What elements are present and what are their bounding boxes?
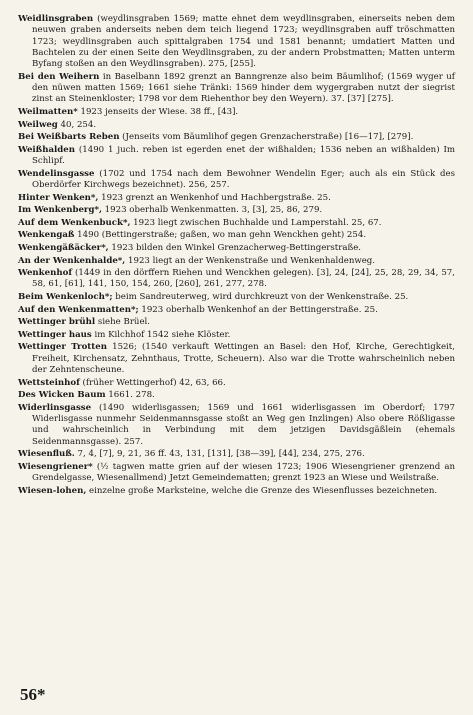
entry-headword: Im Wenkenberg*, <box>18 205 102 216</box>
index-entry <box>18 145 455 168</box>
entry-headword: Des Wicken Baum <box>18 390 106 401</box>
entry-headword: Beim Wenkenloch*; <box>18 291 113 302</box>
entry-text: 1923 jenseits der Wiese. 38 ff., [43]. <box>77 106 239 117</box>
entry-headword: Bei Weißbarts Reben <box>18 132 120 143</box>
entry-text: 1923 liegt zwischen Buchhalde und Lamperstahl. 25, 67. <box>130 217 382 228</box>
entry-text: 1923 oberhalb Wenkenmatten. 3, [3], 25, 86, 279. <box>101 205 323 216</box>
entry-headword: Wiesenfluß. <box>18 449 75 460</box>
entry-headword: Wenkengäßäcker*, <box>18 242 109 253</box>
entry-text: 1923 bilden den Winkel Grenzacherweg-Bettingerstraße. <box>108 242 362 253</box>
entry-text: 7, 4, [7], 9, 21, 36 ff. 43, 131, [131], [38—39], [44], 234, 275, 276. <box>74 449 365 460</box>
index-entry <box>18 205 455 216</box>
entry-headword: Wettinger Trotten <box>18 342 107 353</box>
entry-text: (1449 in den dörffern Riehen und Wenckhen gelegen). [3], 24, [24], 25, 28, 29, 34, 57, 58, 61, [61], 141, 150, 154, 260, [260], 261, 277, 278. <box>32 268 455 290</box>
entry-text: 1923 liegt an der Wenkenstraße und Wenkenhaldenweg. <box>125 255 376 266</box>
index-entries <box>18 14 455 497</box>
entry-text: beim Sandreuterweg, wird durchkreuzt von der Wenkenstraße. 25. <box>112 291 409 302</box>
index-entry <box>18 403 455 448</box>
index-entry <box>18 120 455 131</box>
entry-text: 1526; (1540 verkauft Wettingen an Basel: den Hof, Kirche, Gerechtigkeit, Freiheit, Kirchensatz, Zehnthaus, Trotte, Scheuern). Also war die Trotte wahrscheinlich neben der Zehntenscheune. <box>32 342 455 375</box>
entry-headword: Wenkengaß <box>18 230 75 241</box>
index-entry <box>18 462 455 485</box>
index-entry <box>18 305 455 316</box>
index-entry <box>18 330 455 341</box>
index-entry <box>18 317 455 328</box>
index-entry <box>18 243 455 254</box>
entry-headword: Wiesengriener* <box>18 461 93 472</box>
entry-headword: Weilmatten* <box>18 106 78 117</box>
index-entry <box>18 218 455 229</box>
entry-headword: Weidlinsgraben <box>18 14 94 24</box>
entry-text: (½ tagwen matte grien auf der wiesen 1723; 1906 Wiesengriener grenzend an Grendelgasse, Wiesenallmend) Jetzt Gemeindematten; grenzt 1923 an Wiese und Weilstraße. <box>32 461 455 484</box>
entry-text: (Jenseits vom Bäumlihof gegen Grenzacherstraße) [16—17], [279]. <box>119 132 414 143</box>
entry-text: (1490 widerlisgassen; 1569 und 1661 widerlisgassen im Oberdorf; 1797 Widerlisgasse nunmehr Seidenmannsgasse stoßt an Weg gen Inzlingen) Also obere Rößligasse und wahrscheinlich in Verbindung mit dem jetzigen Davidsgäßlein (ehemals Seidenmannsgasse). 257. <box>32 402 455 447</box>
entry-text: siehe Brüel. <box>95 317 151 328</box>
index-entry <box>18 449 455 460</box>
index-entry <box>18 193 455 204</box>
page-number: 56* <box>20 685 46 704</box>
index-entry <box>18 390 455 401</box>
entry-text: (1490 1 juch. reben ist egerden enet der wißhalden; 1536 neben an wißhalden) Im Schlipf. <box>32 144 455 167</box>
entry-headword: Hinter Wenken*, <box>18 192 99 203</box>
index-entry <box>18 14 455 70</box>
entry-text: 1923 oberhalb Wenkenhof an der Bettingerstraße. 25. <box>138 304 378 315</box>
index-entry <box>18 342 455 376</box>
index-entry <box>18 72 455 106</box>
index-entry <box>18 292 455 303</box>
entry-headword: An der Wenkenhalde*, <box>18 255 126 266</box>
entry-text: im Kilchhof 1542 siehe Klöster. <box>91 329 231 340</box>
index-entry <box>18 268 455 291</box>
entry-text: (früher Wettingerhof) 42, 63, 66. <box>79 377 226 388</box>
index-entry <box>18 169 455 192</box>
index-entry <box>18 486 455 497</box>
index-entry <box>18 378 455 389</box>
entry-text: 1661. 278. <box>105 390 155 401</box>
entry-headword: Wendelinsgasse <box>18 168 95 179</box>
entry-headword: Wettinger haus <box>18 329 92 340</box>
entry-headword: Weilweg <box>18 119 58 130</box>
entry-text: (1702 und 1754 nach dem Bewohner Wendelin Eger; auch als ein Stück des Oberdörfer Kirchwegs bezeichnet). 256, 257. <box>32 168 455 190</box>
entry-headword: Wenkenhof <box>18 268 73 279</box>
entry-text: in Baselbann 1892 grenzt an Banngrenze also beim Bäumlihof; (1569 wyger uf den nüwen matten 1569; 1661 siehe Tränki: 1569 hinder dem wygergraben nutzt der siegrist zinst an Steinenkloster; 1798 vor dem Riehenthor bey den Weyern). 37. [37] [275]. <box>32 71 455 105</box>
entry-text: einzelne große Marksteine, welche die Grenze des Wiesenflusses bezeichneten. <box>86 485 438 496</box>
entry-headword: Widerlinsgasse <box>18 402 92 413</box>
entry-text: 40, 254. <box>57 119 97 130</box>
entry-headword: Auf den Wenkenmatten*; <box>18 304 139 315</box>
entry-text: (weydlinsgraben 1569; matte ehnet dem weydlinsgraben, einerseits neben dem neuwen graben anderseits neben dem teich liegend 1723; weydlinsgraben auff tröschmatten 1723; weydlinsgraben auch spittalgraben 1754 und 1581 benannt; umdatiert Matten und Bachtelen zu der einen Seite den Weydlinsgraben, zu der andern Probstmatten; Matten unterm Byfang stoßen an den Weydlinsgraben). 275, [255]. <box>32 14 455 70</box>
entry-headword: Weißhalden <box>18 144 76 155</box>
entry-headword: Wiesen-lohen, <box>18 485 87 496</box>
entry-headword: Bei den Weihern <box>18 71 100 82</box>
entry-headword: Wettsteinhof <box>18 377 80 388</box>
index-entry <box>18 107 455 118</box>
index-entry <box>18 256 455 267</box>
index-entry <box>18 230 455 241</box>
entry-headword: Auf dem Wenkenbuck*, <box>18 217 131 228</box>
entry-headword: Wettinger brühl <box>18 317 96 328</box>
index-entry <box>18 132 455 143</box>
entry-text: 1923 grenzt an Wenkenhof und Hachbergstraße. 25. <box>98 192 331 203</box>
entry-text: 1490 (Bettingerstraße; gaßen, wo man gehn Wenckhen geht) 254. <box>74 230 367 241</box>
